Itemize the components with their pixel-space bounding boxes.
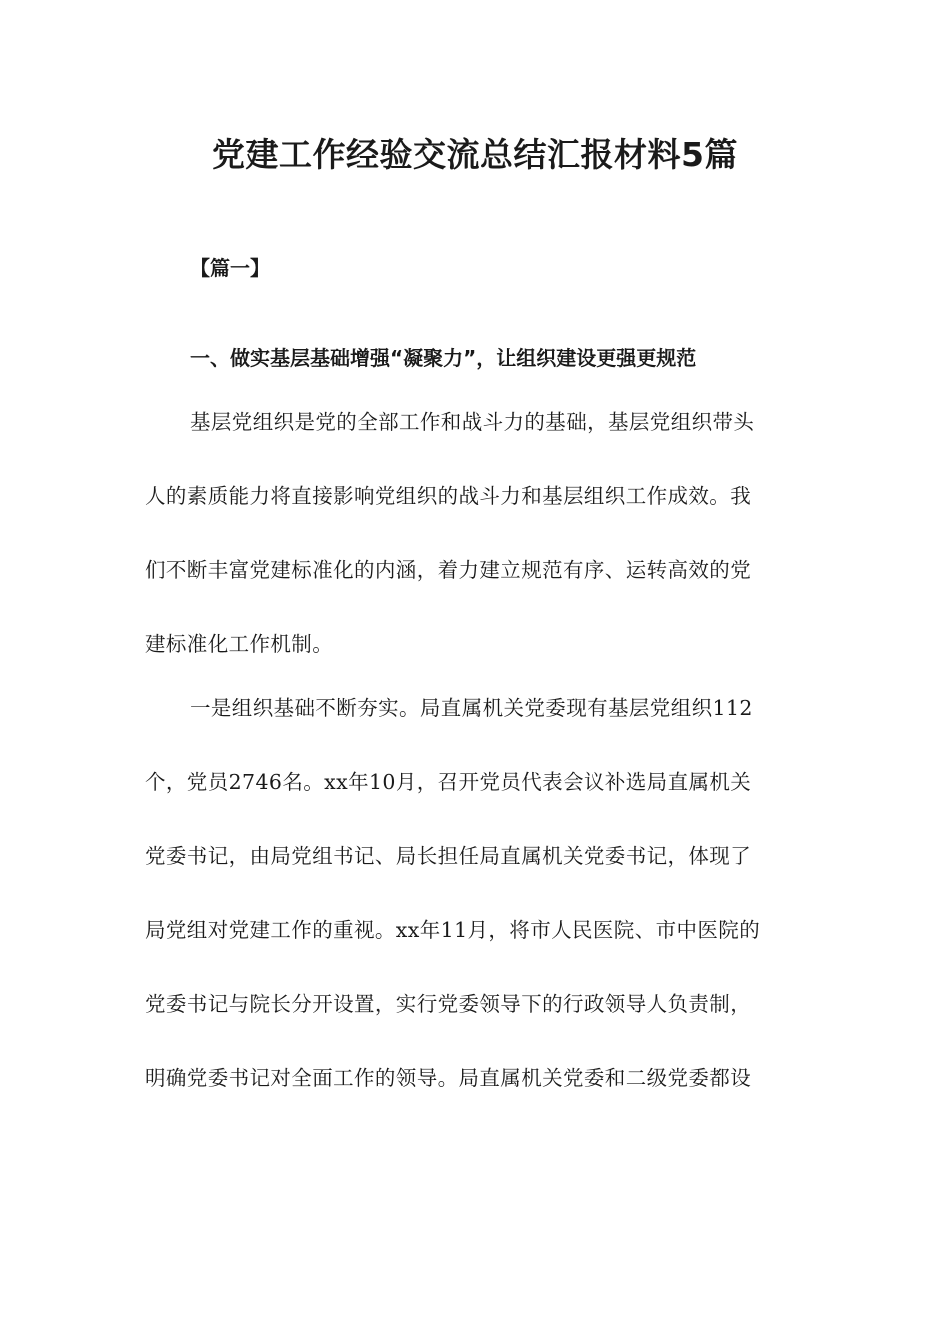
document-title: 党建工作经验交流总结汇报材料5篇 — [212, 135, 738, 174]
paragraph-1-line-4: 建标准化工作机制。 — [145, 632, 334, 656]
paragraph-2-line-4: 局党组对党建工作的重视。xx年11月，将市人民医院、市中医院的 — [145, 918, 761, 942]
paragraph-2-line-1: 一是组织基础不断夯实。局直属机关党委现有基层党组织112 — [190, 696, 753, 720]
paragraph-2-line-6: 明确党委书记对全面工作的领导。局直属机关党委和二级党委都设 — [145, 1066, 752, 1090]
section-heading: 一、做实基层基础增强“凝聚力”，让组织建设更强更规范 — [190, 346, 697, 370]
paragraph-1-line-2: 人的素质能力将直接影响党组织的战斗力和基层组织工作成效。我 — [145, 484, 752, 508]
paragraph-2-line-5: 党委书记与院长分开设置，实行党委领导下的行政领导人负责制， — [145, 992, 752, 1016]
paragraph-1-line-1: 基层党组织是党的全部工作和战斗力的基础，基层党组织带头 — [190, 410, 755, 434]
paragraph-2-line-3: 党委书记，由局党组书记、局长担任局直属机关党委书记，体现了 — [145, 844, 752, 868]
section-label: 【篇一】 — [190, 256, 270, 280]
paragraph-1-line-3: 们不断丰富党建标准化的内涵，着力建立规范有序、运转高效的党 — [145, 558, 752, 582]
paragraph-2-line-2: 个，党员2746名。xx年10月，召开党员代表会议补选局直属机关 — [145, 770, 752, 794]
